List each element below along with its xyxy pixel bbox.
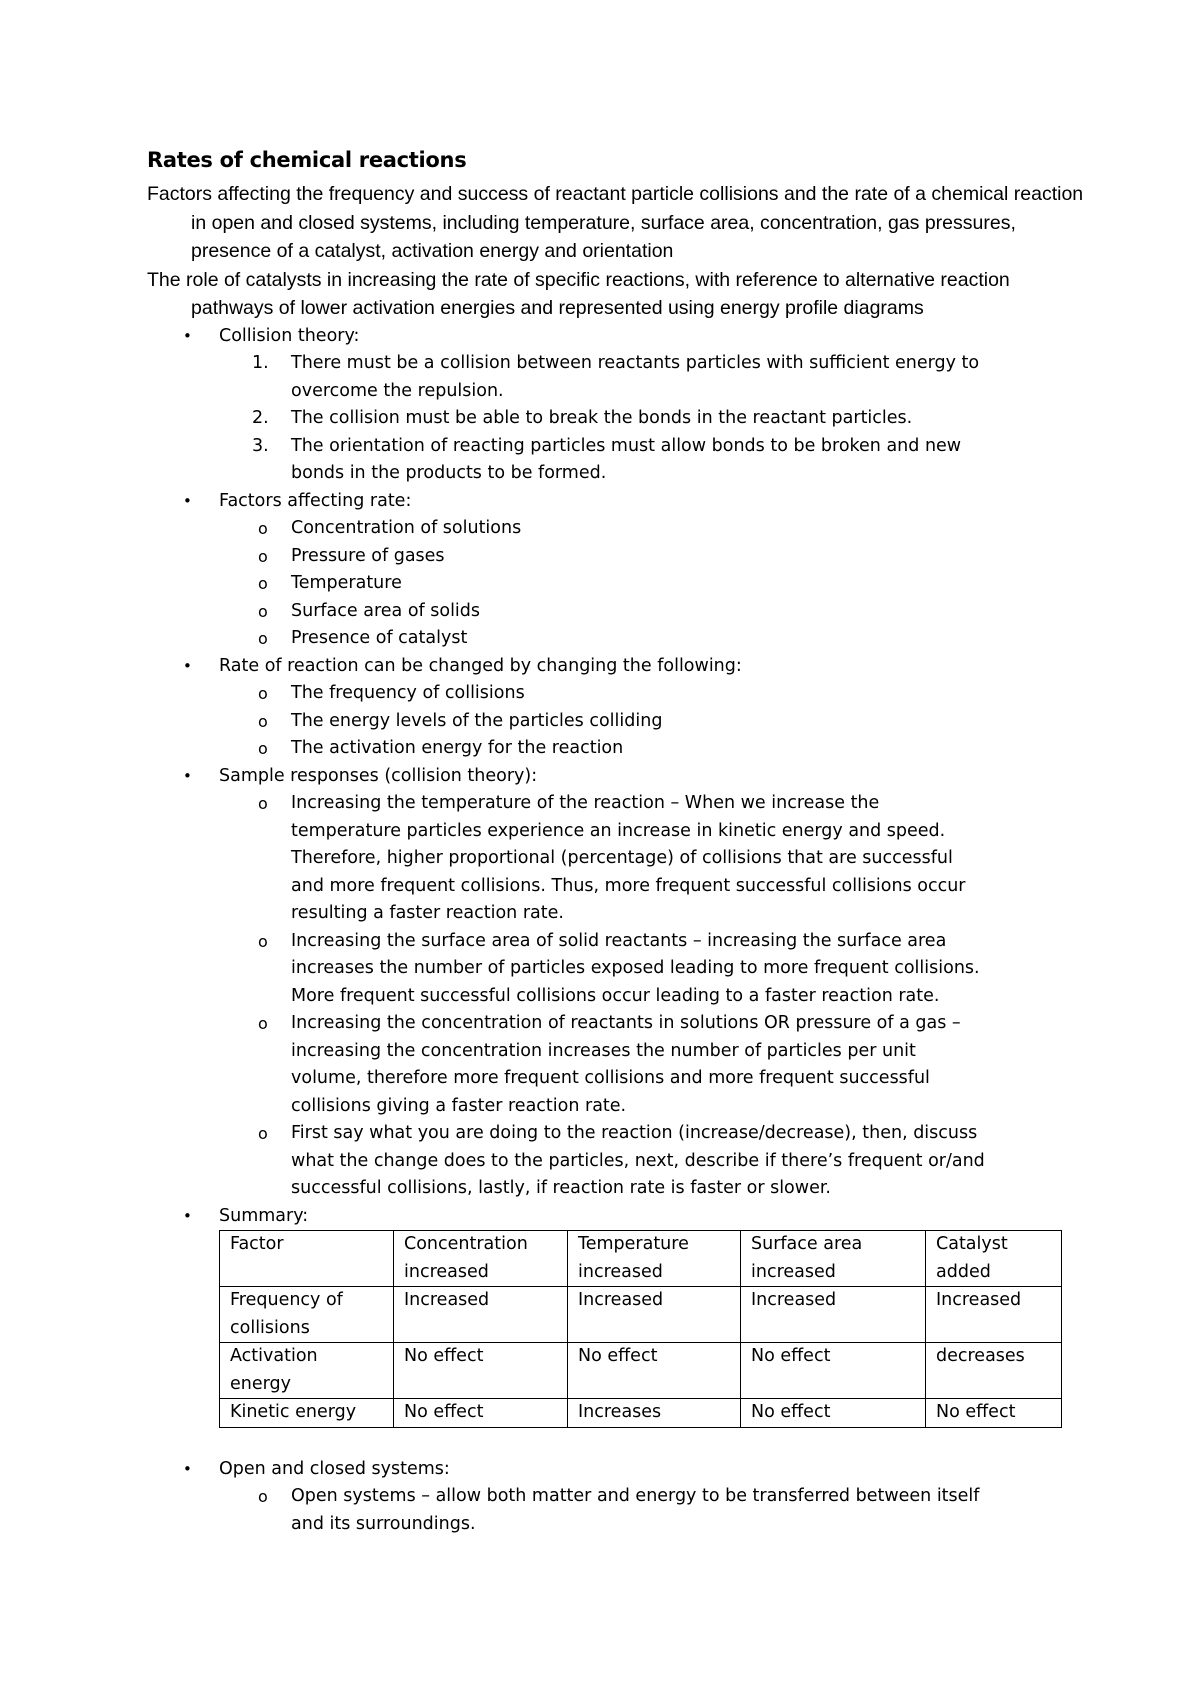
item-text: Open systems – allow both matter and energy to be transferred between itself and its surroundings. — [291, 1486, 980, 1534]
document-page — [147, 140, 1084, 1538]
list-item — [219, 708, 991, 736]
bullet-collision-theory — [147, 323, 1067, 488]
table-cell: Factor — [220, 1231, 394, 1287]
sub-marker: o — [258, 574, 268, 593]
list-item — [219, 350, 991, 405]
item-text: The collision must be able to break the bonds in the reactant particles. — [291, 408, 913, 428]
changes-heading: Rate of reaction can be changed by changing the following: — [219, 655, 742, 676]
item-text: Pressure of gases — [291, 545, 445, 566]
item-text: There must be a collision between reactants particles with sufficient energy to overcome the repulsion. — [291, 353, 980, 401]
sub-marker: o — [258, 931, 268, 951]
table-cell: Increased — [926, 1287, 1062, 1343]
table-cell: Kinetic energy — [220, 1399, 394, 1428]
list-item — [219, 1010, 991, 1120]
list-item — [219, 928, 991, 1011]
item-text: Surface area of solids — [291, 600, 481, 621]
list-item — [219, 570, 991, 598]
sub-marker: o — [258, 546, 268, 566]
table-cell: Surface area increased — [741, 1231, 926, 1287]
bullet-marker: • — [183, 656, 192, 675]
item-text: Increasing the surface area of solid reactants – increasing the surface area increases the number of particles exposed leading to more frequent collisions. More frequent successful collisions occur leading to a faster reaction rate. — [291, 930, 980, 1006]
table-cell: No effect — [741, 1343, 926, 1399]
bullet-factors — [147, 488, 1067, 653]
sub-marker: o — [258, 794, 268, 813]
table-cell: decreases — [926, 1343, 1062, 1399]
item-number: 1. — [252, 353, 269, 373]
list-item — [219, 1120, 991, 1203]
sub-marker: o — [258, 1014, 268, 1033]
list-item — [219, 598, 991, 626]
item-text: The activation energy for the reaction — [291, 738, 624, 758]
list-item — [219, 790, 991, 928]
table-row — [220, 1231, 1062, 1287]
table-cell: Temperature increased — [568, 1231, 741, 1287]
table-cell: No effect — [741, 1399, 926, 1428]
collision-theory-list — [219, 350, 1067, 488]
systems-list — [219, 1483, 1067, 1538]
sub-marker: o — [258, 684, 268, 703]
item-text: First say what you are doing to the reaction (increase/decrease), then, discuss what the change does to the particles, next, describe if there’s frequent or/and successful collisions, lastly, if reaction rate is faster or slower. — [291, 1123, 985, 1198]
table-cell: No effect — [568, 1343, 741, 1399]
item-text: The frequency of collisions — [291, 683, 525, 703]
list-item — [219, 515, 991, 543]
item-text: Concentration of solutions — [291, 518, 522, 538]
bullet-summary — [147, 1203, 1067, 1231]
bullet-list — [147, 323, 1067, 1231]
list-item — [219, 1483, 991, 1538]
table-cell: Increased — [394, 1287, 568, 1343]
list-item — [219, 405, 991, 433]
item-text: Presence of catalyst — [291, 628, 468, 648]
collision-theory-heading: Collision theory: — [219, 325, 360, 346]
item-text: Increasing the concentration of reactants in solutions OR pressure of a gas – increasing the concentration increases the number of particles per unit volume, therefore more frequent collisions and more frequent successful collisions giving a faster reaction rate. — [291, 1013, 961, 1116]
item-number: 3. — [252, 435, 269, 456]
systems-heading: Open and closed systems: — [219, 1458, 450, 1479]
bullet-marker: • — [183, 1459, 192, 1478]
item-text: Increasing the temperature of the reaction – When we increase the temperature particles experience an increase in kinetic energy and speed. Therefore, higher proportional (percentage) of collisions that are successful and more frequent collisions. Thus, more frequent successful collisions occur resulting a faster reaction rate. — [291, 793, 966, 923]
bullet-samples — [147, 763, 1067, 1203]
table-cell: Increases — [568, 1399, 741, 1428]
sub-marker: o — [258, 711, 268, 731]
outcome-2: The role of catalysts in increasing the rate of specific reactions, with reference to alternative reaction pathways of lower activation energies and represented using energy profile diagrams — [147, 268, 1010, 319]
changes-list — [219, 680, 1067, 763]
table-row — [220, 1287, 1062, 1343]
summary-heading: Summary: — [219, 1205, 309, 1226]
sub-marker: o — [258, 739, 268, 758]
list-item — [219, 735, 991, 763]
table-cell: No effect — [926, 1399, 1062, 1428]
samples-list — [219, 790, 1067, 1203]
factors-list — [219, 515, 1067, 653]
table-cell: Concentration increased — [394, 1231, 568, 1287]
list-item — [219, 680, 991, 708]
table-row — [220, 1343, 1062, 1399]
item-text: The energy levels of the particles colliding — [291, 710, 663, 731]
sub-marker: o — [258, 601, 268, 621]
bullet-marker: • — [183, 326, 192, 345]
sub-marker: o — [258, 629, 268, 648]
table-cell: Increased — [568, 1287, 741, 1343]
bullet-marker: • — [183, 766, 192, 785]
bullet-changes — [147, 653, 1067, 763]
sub-marker: o — [258, 519, 268, 538]
bullet-systems — [147, 1456, 1067, 1539]
samples-heading: Sample responses (collision theory): — [219, 765, 538, 786]
table-cell: Increased — [741, 1287, 926, 1343]
bullet-list-2 — [147, 1456, 1067, 1539]
item-text: The orientation of reacting particles must allow bonds to be broken and new bonds in the products to be formed. — [291, 435, 962, 483]
summary-table — [219, 1230, 1062, 1428]
item-text: Temperature — [291, 573, 402, 593]
table-cell: No effect — [394, 1343, 568, 1399]
table-cell: Activation energy — [220, 1343, 394, 1399]
bullet-marker: • — [183, 491, 192, 510]
table-cell: No effect — [394, 1399, 568, 1428]
page-title: Rates of chemical reactions — [147, 148, 467, 172]
factors-heading: Factors affecting rate: — [219, 490, 412, 511]
list-item — [219, 543, 991, 571]
list-item — [219, 433, 991, 488]
outcome-1: Factors affecting the frequency and success of reactant particle collisions and the rate of a chemical reaction in open and closed systems, including temperature, surface area, concentration, gas pressures, presence of a catalyst, activation energy and orientation — [147, 183, 1084, 262]
bullet-marker: • — [183, 1206, 192, 1225]
item-number: 2. — [252, 408, 269, 428]
table-row — [220, 1399, 1062, 1428]
list-item — [219, 625, 991, 653]
sub-marker: o — [258, 1487, 268, 1506]
table-cell: Frequency of collisions — [220, 1287, 394, 1343]
table-cell: Catalyst added — [926, 1231, 1062, 1287]
sub-marker: o — [258, 1124, 268, 1143]
